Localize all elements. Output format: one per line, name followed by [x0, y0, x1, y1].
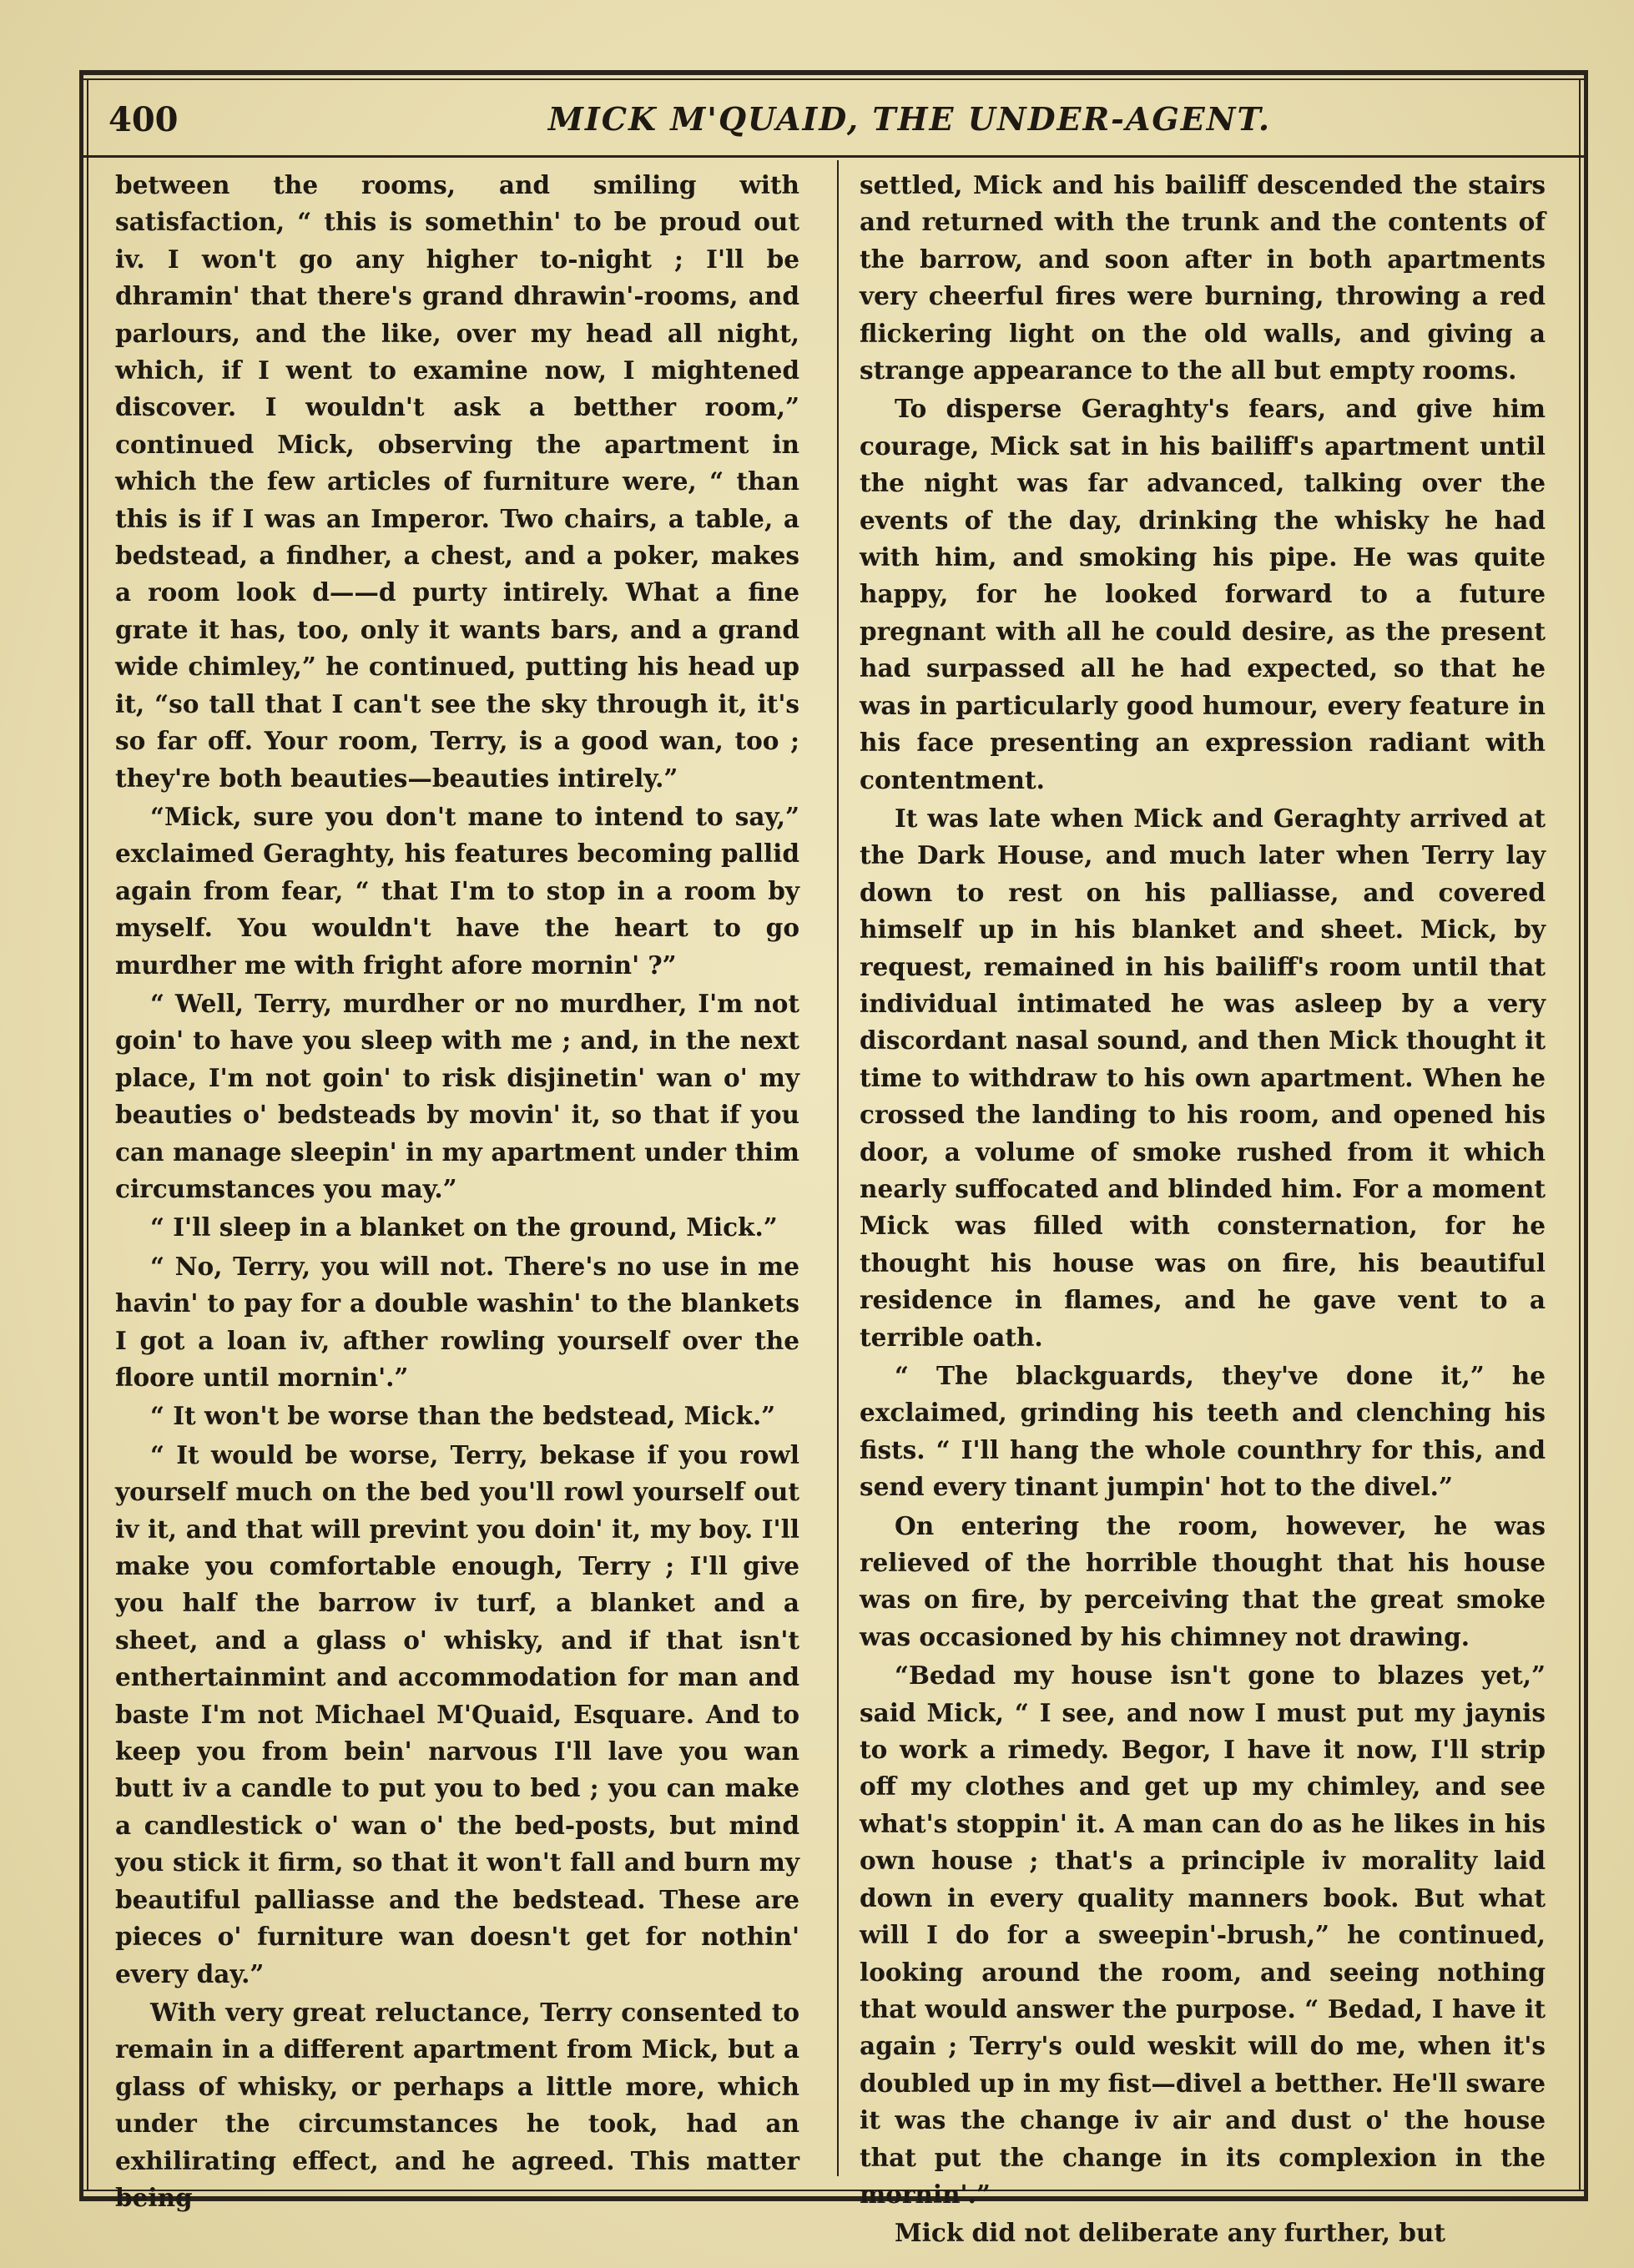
paragraph: “ Well, Terry, murdher or no murdher, I'm not goin' to have you sleep with me ; and, in the next place, I'm not goin' to risk disjinetin' wan o' my beauties o' bedsteads by movin' it, so that if you can manage sleepin' in my apartment under thim circumstances you may.”: [115, 988, 799, 1203]
paragraph: It was late when Mick and Geraghty arrived at the Dark House, and much later when Terry lay down to rest on his palliasse, and covered himself up in his blanket and sheet. Mick, by request, remained in his bailiff's room until that individual intimated he was asleep by a very discordant nasal sound, and then Mick thought it time to withdraw to his own apartment. When he crossed the landing to his room, and opened his door, a volume of smoke rushed from it which nearly suffocated and blinded him. For a moment Mick was filled with consternation, for he thought his house was on fire, his beautiful residence in flames, and he gave vent to a terrible oath.: [860, 803, 1546, 1352]
running-title: MICK M'QUAID, THE UNDER-AGENT.: [547, 100, 1272, 138]
left-border-rule: [79, 70, 83, 2201]
paragraph: between the rooms, and smiling with satisfaction, “ this is somethin' to be proud out iv. I won't go any higher to-night ; I'll be dhramin' that there's grand dhrawin'-rooms, and parlours, and the like, over my head all night, which, if I went to examine now, I mightened discover. I wouldn't ask a betther room,” continued Mick, observing the apartment in which the few articles of furniture were, “ than this is if I was an Imperor. Two chairs, a table, a bedstead, a findher, a chest, and a poker, makes a room look d——d purty intirely. What a fine grate it has, too, only it wants bars, and a grand wide chimley,” he continued, putting his head up it, “so tall that I can't see the sky through it, it's so far off. Your room, Terry, is a good wan, too ; they're both beauties—beauties intirely.”: [115, 170, 799, 793]
left-border-inner-rule: [87, 78, 88, 2191]
paragraph: To disperse Geraghty's fears, and give him courage, Mick sat in his bailiff's apartment until the night was far advanced, talking over the events of the day, drinking the whisky he had with him, and smoking his pipe. He was quite happy, for he looked forward to a future pregnant with all he could desire, as the present had surpassed all he had expected, so that he was in particularly good humour, every feature in his face presenting an expression radiant with contentment.: [860, 394, 1546, 794]
column-divider: [837, 160, 839, 2176]
paragraph: On entering the room, however, he was relieved of the horrible thought that his house was on fire, by perceiving that the great smoke was occasioned by his chimney not drawing.: [860, 1510, 1546, 1651]
paragraph: Mick did not deliberate any further, but: [895, 2218, 1445, 2248]
paragraph: “ It would be worse, Terry, bekase if you rowl yourself much on the bed you'll rowl yourself out iv it, and that will prevint you doin' it, my boy. I'll make you comfortable enough, Terry ; I'll give you half the barrow iv turf, a blanket and a sheet, and a glass o' whisky, and if that isn't enthertainmint and accommodation for man and baste I'm not Michael M'Quaid, Esquare. And to keep you from bein' narvous I'll lave you wan butt iv a candle to put you to bed ; you can make a candlestick o' wan o' the bed-posts, but mind you stick it firm, so that it won't fall and burn my beautiful palliasse and the bedstead. These are pieces o' furniture wan doesn't get for nothin' every day.”: [115, 1439, 799, 1988]
paragraph: “ The blackguards, they've done it,” he exclaimed, grinding his teeth and clenching his fists. “ I'll hang the whole counthry for this, and send every tinant jumpin' hot to the divel.”: [860, 1361, 1546, 1502]
right-border-rule: [1584, 70, 1588, 2201]
paragraph: “Bedad my house isn't gone to blazes yet,” said Mick, “ I see, and now I must put my jaynis to work a rimedy. Begor, I have it now, I'll strip off my clothes and get up my chimley, and see what's stoppin' it. A man can do as he likes in his own house ; that's a principle iv morality laid down in every quality manners book. But what will I do for a sweepin'-brush,” he continued, looking around the room, and seeing nothing that would answer the purpose. “ Bedad, I have it again ; Terry's ould weskit will do me, when it's doubled up in my fist—divel a betther. He'll sware it was the change iv air and dust o' the house that put the change in its complexion in the mornin'.”: [860, 1661, 1546, 2209]
paragraph: “ I'll sleep in a blanket on the ground, Mick.”: [150, 1212, 778, 1242]
paragraph: “Mick, sure you don't mane to intend to say,” exclaimed Geraghty, his features becoming pallid again from fear, “ that I'm to stop in a room by myself. You wouldn't have the heart to go murdher me with fright afore mornin' ?”: [115, 801, 799, 980]
page-number: 400: [108, 100, 179, 139]
right-border-inner-rule: [1579, 78, 1581, 2191]
top-border-rule: [79, 70, 1588, 75]
top-border-inner-rule: [79, 78, 1588, 80]
paragraph: With very great reluctance, Terry consented to remain in a different apartment from Mick, but a glass of whisky, or perhaps a little more, which under the circumstances he took, had an exhilirating effect, and he agreed. This matter being: [115, 1997, 799, 2212]
paragraph: “ No, Terry, you will not. There's no use in me havin' to pay for a double washin' to the blankets I got a loan iv, afther rowling yourself over the floore until mornin'.”: [115, 1251, 799, 1392]
header-rule: [79, 155, 1588, 158]
paragraph: “ It won't be worse than the bedstead, Mick.”: [150, 1401, 776, 1431]
left-column: [115, 167, 799, 2216]
right-column: [860, 167, 1546, 2252]
paragraph: settled, Mick and his bailiff descended the stairs and returned with the trunk and the contents of the barrow, and soon after in both apartments very cheerful fires were burning, throwing a red flickering light on the old walls, and giving a strange appearance to the all but empty rooms.: [860, 170, 1546, 386]
